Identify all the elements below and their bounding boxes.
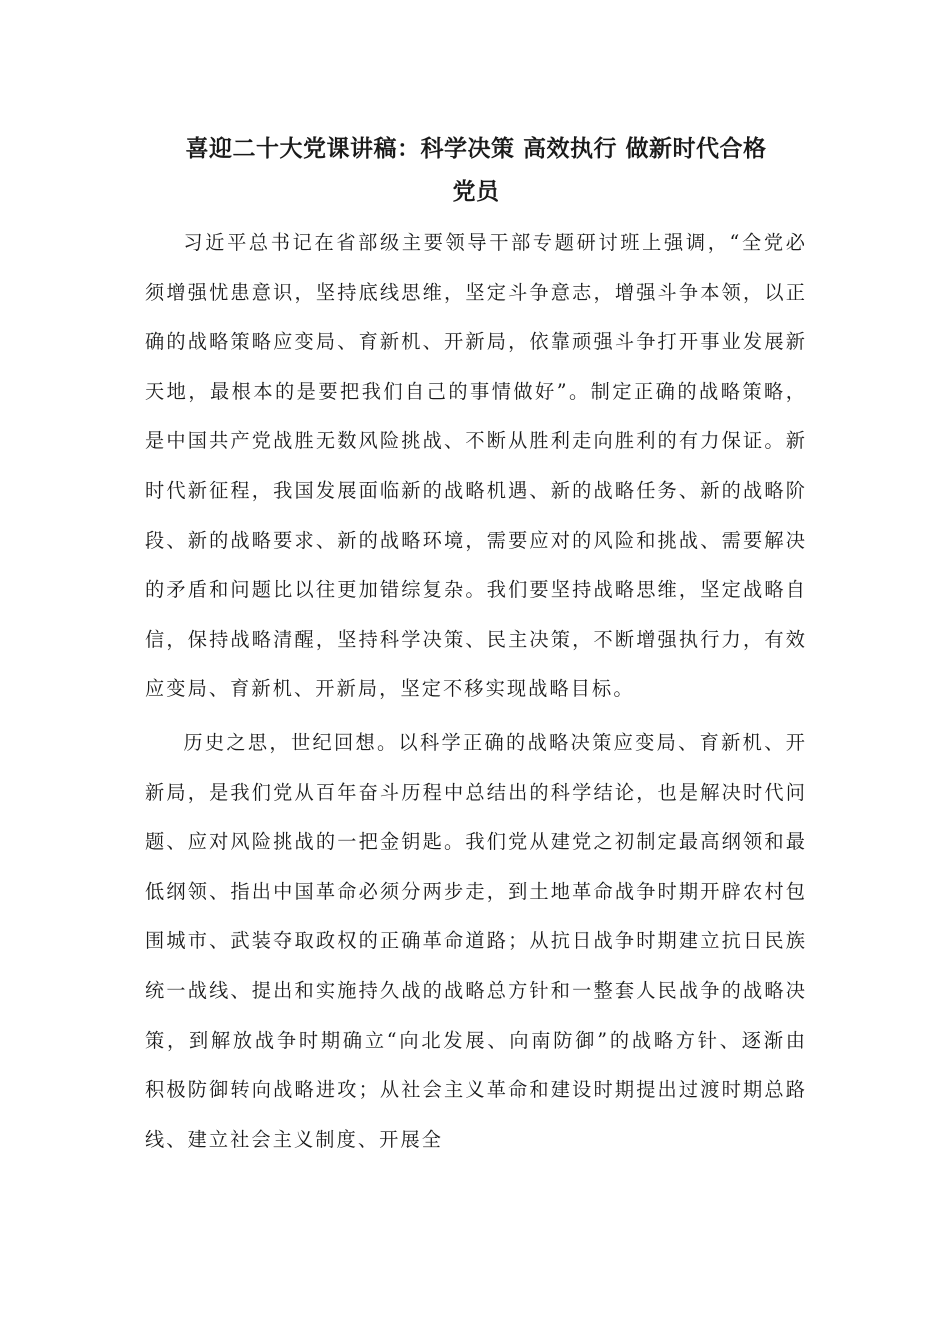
body-paragraph-1: 习近平总书记在省部级主要领导干部专题研讨班上强调，“全党必须增强忧患意识，坚持底线思维，坚定斗争意志，增强斗争本领，以正确的战略策略应变局、育新机、开新局，依靠顽强斗争打开事业发展新天地，最根本的是要把我们自己的事情做好”。制定正确的战略策略，是中国共产党战胜无数风险挑战、不断从胜利走向胜利的有力保证。新时代新征程，我国发展面临新的战略机遇、新的战略任务、新的战略阶段、新的战略要求、新的战略环境，需要应对的风险和挑战、需要解决的矛盾和问题比以往更加错综复杂。我们要坚持战略思维，坚定战略自信，保持战略清醒，坚持科学决策、民主决策，不断增强执行力，有效应变局、育新机、开新局，坚定不移实现战略目标。 — [145, 231, 807, 701]
body-paragraph-2: 历史之思，世纪回想。以科学正确的战略决策应变局、育新机、开新局，是我们党从百年奋斗历程中总结出的科学结论，也是解决时代问题、应对风险挑战的一把金钥匙。我们党从建党之初制定最高纲领和最低纲领、指出中国革命必须分两步走，到土地革命战争时期开辟农村包围城市、武装夺取政权的正确革命道路；从抗日战争时期建立抗日民族统一战线、提出和实施持久战的战略总方针和一整套人民战争的战略决策，到解放战争时期确立“向北发展、向南防御”的战略方针、逐渐由积极防御转向战略进攻；从社会主义革命和建设时期提出过渡时期总路线、建立社会主义制度、开展全 — [145, 730, 807, 1151]
document-title — [139, 128, 813, 214]
document-page — [145, 128, 807, 1164]
title-line-2: 党员 — [452, 179, 500, 205]
title-line-1: 喜迎二十大党课讲稿：科学决策 高效执行 做新时代合格 — [185, 136, 767, 162]
